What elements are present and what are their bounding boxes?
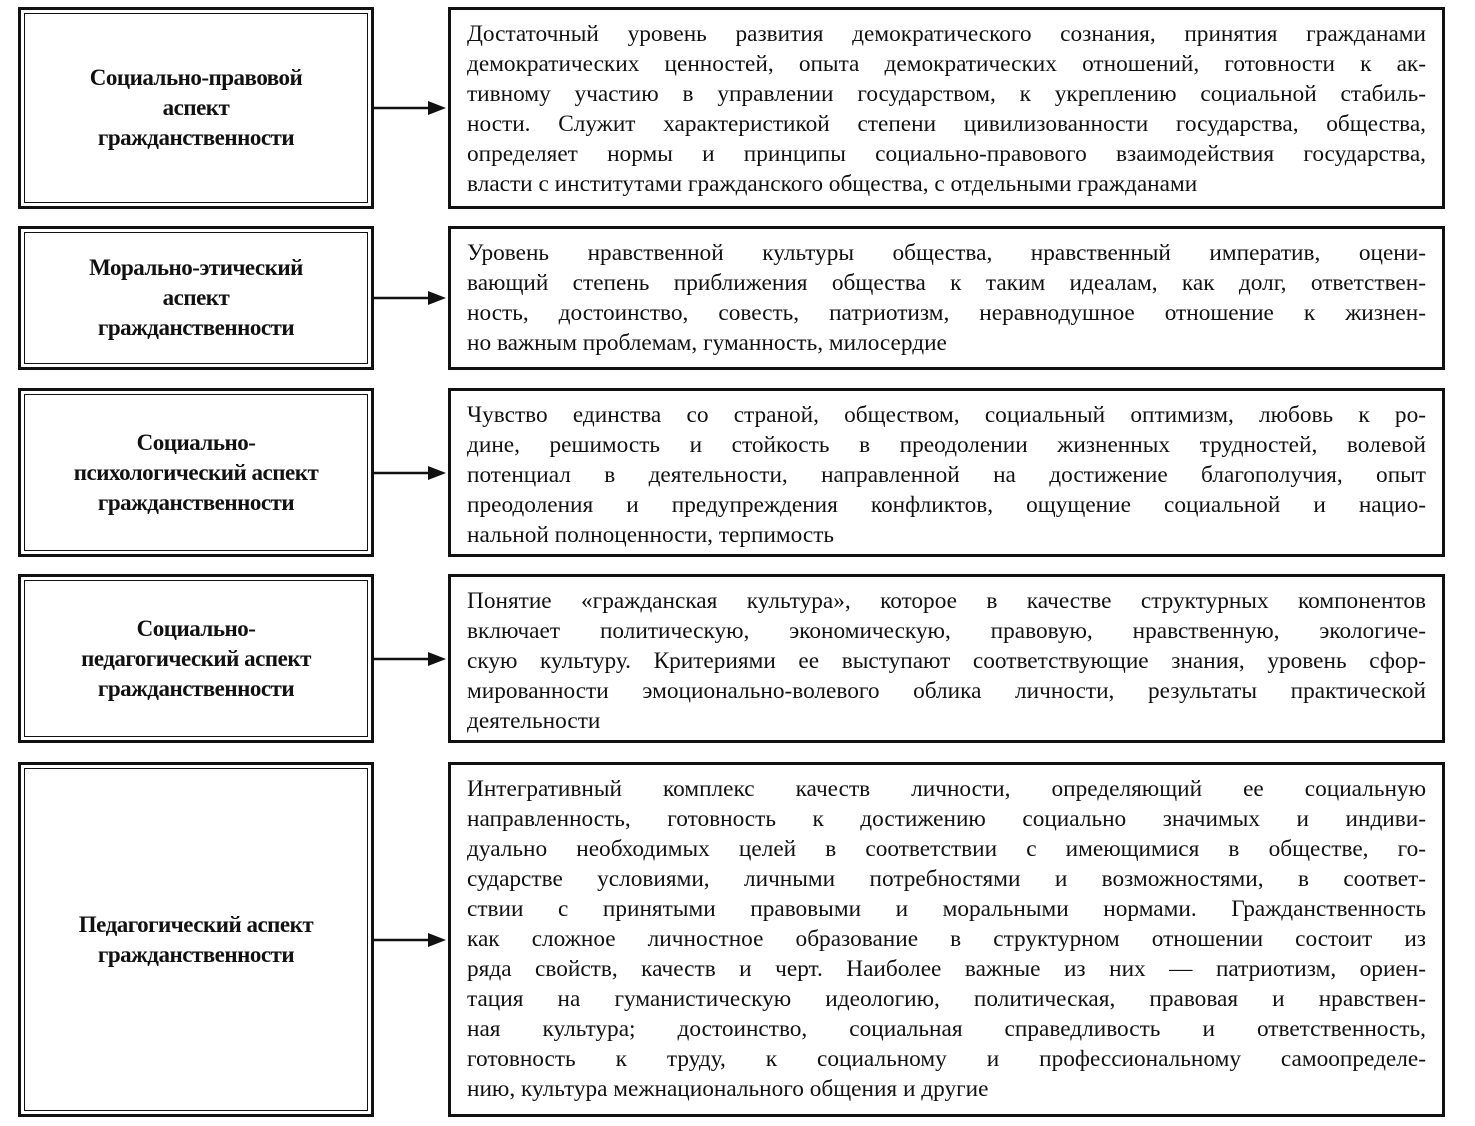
row-pedagogical <box>18 762 1445 1117</box>
description-line: преодоления и предупреждения конфликтов, ощущение социальной и нацио- <box>467 492 1426 518</box>
aspect-label-box <box>18 762 374 1117</box>
aspect-label <box>24 768 368 1111</box>
aspect-label-line: гражданственности <box>97 125 295 150</box>
description-line: нальной полноценности, терпимость <box>467 522 835 548</box>
row-moral <box>18 226 1445 370</box>
description-line: готовность к труду, к социальному и профессиональному самоопределе- <box>467 1046 1426 1072</box>
description-line: определяет нормы и принципы социально-правового взаимодействия государства, <box>467 141 1426 167</box>
aspect-label <box>24 580 368 737</box>
arrow-icon <box>374 463 446 483</box>
aspect-label-box <box>18 7 374 209</box>
aspect-label-line: Педагогический аспект <box>78 911 314 937</box>
aspect-label-line: Социально- <box>136 615 256 641</box>
description-line: скую культуру. Критериями ее выступают соответствующие знания, уровень сфор- <box>467 648 1426 674</box>
aspect-label-text <box>90 63 303 153</box>
row-psychological <box>18 388 1445 557</box>
aspect-label-line: Социально-правовой <box>89 65 303 90</box>
aspect-label <box>24 232 368 364</box>
aspect-label-line: аспект <box>162 285 230 310</box>
arrow-icon <box>374 930 446 950</box>
description-line: Чувство единства со страной, обществом, социальный оптимизм, любовь к ро- <box>467 402 1426 428</box>
description-line: включает политическую, экономическую, правовую, нравственную, экологиче- <box>467 618 1426 644</box>
description-line: тивному участию в управлении государством, к укреплению социальной стабиль- <box>467 81 1426 107</box>
aspect-label-box <box>18 574 374 743</box>
description-line: ная культура; достоинство, социальная справедливость и ответственность, <box>467 1016 1426 1042</box>
description-line: демократических ценностей, опыта демократических отношений, готовности к ак- <box>467 51 1426 77</box>
description-line: Достаточный уровень развития демократического сознания, принятия гражданами <box>467 21 1426 47</box>
aspect-label-line: психологический аспект <box>73 459 319 485</box>
aspect-label-text <box>74 428 319 518</box>
aspect-label-box <box>18 226 374 370</box>
description-line: ности. Служит характеристикой степени цивилизованности государства, общества, <box>467 111 1426 137</box>
aspect-label-line: гражданственности <box>97 489 295 515</box>
arrow-icon <box>374 98 446 118</box>
aspect-description <box>448 226 1445 370</box>
arrow-icon <box>374 288 446 308</box>
description-line: деятельности <box>467 708 601 734</box>
aspect-label-box <box>18 388 374 557</box>
description-line: дине, решимость и стойкость в преодолении жизненных трудностей, волевой <box>467 432 1426 458</box>
description-line: власти с институтами гражданского общества, с отдельными гражданами <box>467 171 1198 197</box>
aspect-label-line: гражданственности <box>97 675 295 701</box>
aspect-label-line: педагогический аспект <box>81 645 311 671</box>
aspect-label <box>24 13 368 203</box>
aspect-label <box>24 394 368 551</box>
row-legal <box>18 7 1445 209</box>
aspect-description <box>448 762 1445 1117</box>
description-line: сударстве условиями, личными потребностями и возможностями, в соответ- <box>467 866 1426 892</box>
description-line: Уровень нравственной культуры общества, нравственный императив, оцени- <box>467 240 1426 266</box>
description-line: ствии с принятыми правовыми и моральными нормами. Гражданственность <box>467 896 1426 922</box>
row-social-pedagogical <box>18 574 1445 743</box>
aspect-label-line: аспект <box>162 95 230 120</box>
description-line: вающий степень приближения общества к таким идеалам, как долг, ответствен- <box>467 270 1426 296</box>
description-line: направленность, готовность к достижению социально значимых и индиви- <box>467 806 1426 832</box>
description-line: мированности эмоционально-волевого облика личности, результаты практической <box>467 678 1426 704</box>
description-line: нию, культура межнационального общения и другие <box>467 1076 989 1102</box>
description-line: дуально необходимых целей в соответствии с имеющимися в обществе, го- <box>467 836 1426 862</box>
aspect-description <box>448 574 1445 743</box>
arrow-icon <box>374 649 446 669</box>
description-line: Понятие «гражданская культура», которое в качестве структурных компонентов <box>467 588 1426 614</box>
description-line: ность, достоинство, совесть, патриотизм, неравнодушное отношение к жизнен- <box>467 300 1426 326</box>
description-line: как сложное личностное образование в структурном отношении состоит из <box>467 926 1426 952</box>
aspect-description <box>448 388 1445 557</box>
description-line: ряда свойств, качеств и черт. Наиболее важные из них — патриотизм, ориен- <box>467 956 1426 982</box>
aspect-description <box>448 7 1445 209</box>
description-line: потенциал в деятельности, направленной на достижение благополучия, опыт <box>467 462 1426 488</box>
aspect-label-line: Морально-этический <box>89 255 303 280</box>
aspect-label-line: гражданственности <box>97 315 295 340</box>
description-line: тация на гуманистическую идеологию, политическая, правовая и нравствен- <box>467 986 1426 1012</box>
aspect-label-line: гражданственности <box>97 941 295 967</box>
aspect-label-text <box>79 910 313 970</box>
aspect-label-line: Социально- <box>136 429 256 455</box>
description-line: Интегративный комплекс качеств личности, определяющий ее социальную <box>467 776 1426 802</box>
aspect-label-text <box>89 253 303 343</box>
description-line: но важным проблемам, гуманность, милосердие <box>467 330 947 356</box>
aspect-label-text <box>81 614 311 704</box>
